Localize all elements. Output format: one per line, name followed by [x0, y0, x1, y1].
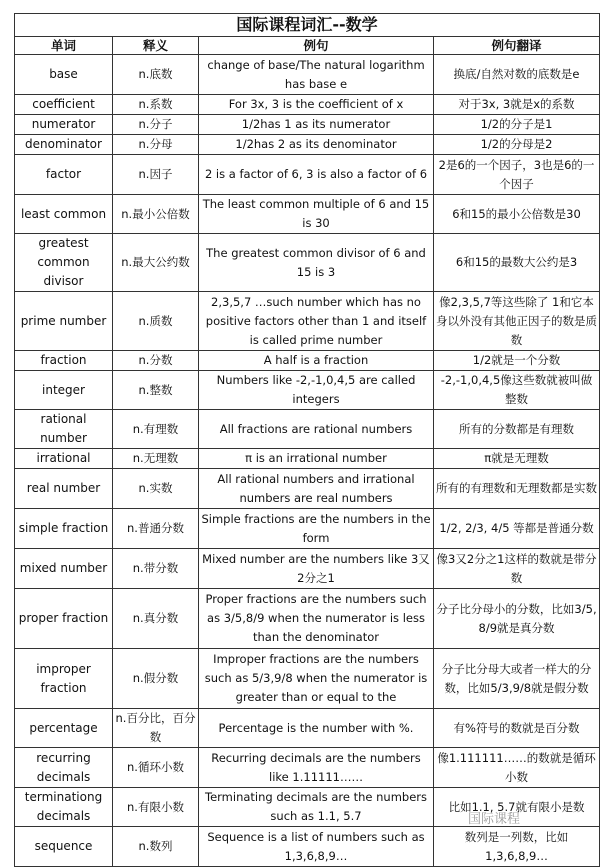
table-row — [15, 410, 600, 449]
word-cell: simple fraction — [15, 509, 113, 549]
table-row — [15, 709, 600, 748]
translation-cell: 1/2就是一个分数 — [434, 351, 600, 371]
word-cell: percentage — [15, 709, 113, 748]
meaning-cell: n.实数 — [113, 469, 199, 509]
meaning-cell: n.普通分数 — [113, 509, 199, 549]
translation-cell: 6和15的最小公倍数是30 — [434, 195, 600, 234]
word-cell: integer — [15, 371, 113, 410]
table-row — [15, 589, 600, 649]
word-cell: improper fraction — [15, 649, 113, 709]
translation-cell: 像3又2分之1这样的数就是带分数 — [434, 549, 600, 589]
word-cell: denominator — [15, 135, 113, 155]
translation-cell: 1/2的分母是2 — [434, 135, 600, 155]
example-cell: Proper fractions are the numbers such as 3/5,8/9 when the numerator is less than the denominator — [199, 589, 434, 649]
meaning-cell: n.质数 — [113, 292, 199, 351]
meaning-cell: n.因子 — [113, 155, 199, 195]
example-cell: Recurring decimals are the numbers like 1.11111…… — [199, 748, 434, 788]
table-title: 国际课程词汇--数学 — [15, 14, 600, 37]
meaning-cell: n.真分数 — [113, 589, 199, 649]
example-cell: Numbers like -2,-1,0,4,5 are called integers — [199, 371, 434, 410]
table-row — [15, 509, 600, 549]
word-cell: greatest common divisor — [15, 234, 113, 292]
example-cell: All rational numbers and irrational numbers are real numbers — [199, 469, 434, 509]
word-cell: coefficient — [15, 95, 113, 115]
example-cell: π is an irrational number — [199, 449, 434, 469]
translation-cell: 分子比分母小的分数，比如3/5, 8/9就是真分数 — [434, 589, 600, 649]
vocabulary-table — [14, 13, 600, 867]
translation-cell: 1/2, 2/3, 4/5 等都是普通分数 — [434, 509, 600, 549]
translation-cell: 像1.111111……的数就是循环小数 — [434, 748, 600, 788]
meaning-cell: n.最大公约数 — [113, 234, 199, 292]
translation-cell: 换底/自然对数的底数是e — [434, 55, 600, 95]
translation-cell: -2,-1,0,4,5像这些数就被叫做整数 — [434, 371, 600, 410]
table-row — [15, 292, 600, 351]
example-cell: Improper fractions are the numbers such as 5/3,9/8 when the numerator is greater than or equal to the — [199, 649, 434, 709]
table-row — [15, 115, 600, 135]
meaning-cell: n.最小公倍数 — [113, 195, 199, 234]
table-row — [15, 234, 600, 292]
word-cell: irrational — [15, 449, 113, 469]
meaning-cell: n.有限小数 — [113, 788, 199, 827]
meaning-cell: n.分子 — [113, 115, 199, 135]
meaning-cell: n.底数 — [113, 55, 199, 95]
table-row — [15, 155, 600, 195]
translation-cell: π就是无理数 — [434, 449, 600, 469]
example-cell: A half is a fraction — [199, 351, 434, 371]
example-cell: change of base/The natural logarithm has base e — [199, 55, 434, 95]
column-header-meaning: 释义 — [113, 37, 199, 55]
column-header-word: 单词 — [15, 37, 113, 55]
watermark: 国际课程 — [468, 812, 521, 827]
translation-cell: 2是6的一个因子，3也是6的一个因子 — [434, 155, 600, 195]
word-cell: base — [15, 55, 113, 95]
translation-cell: 所有的有理数和无理数都是实数 — [434, 469, 600, 509]
translation-cell: 6和15的最数大公约是3 — [434, 234, 600, 292]
table-row — [15, 469, 600, 509]
word-cell: numerator — [15, 115, 113, 135]
word-cell: mixed number — [15, 549, 113, 589]
table-row — [15, 449, 600, 469]
word-cell: prime number — [15, 292, 113, 351]
example-cell: 1/2has 2 as its denominator — [199, 135, 434, 155]
meaning-cell: n.有理数 — [113, 410, 199, 449]
word-cell: rational number — [15, 410, 113, 449]
example-cell: Mixed number are the numbers like 3又2分之1 — [199, 549, 434, 589]
example-cell: All fractions are rational numbers — [199, 410, 434, 449]
table-row — [15, 195, 600, 234]
table-row — [15, 549, 600, 589]
table-row — [15, 748, 600, 788]
word-cell: factor — [15, 155, 113, 195]
example-cell: 1/2has 1 as its numerator — [199, 115, 434, 135]
table-row — [15, 55, 600, 95]
table-row — [15, 649, 600, 709]
translation-cell: 数列是一列数，比如1,3,6,8,9… — [434, 827, 600, 867]
meaning-cell: n.数列 — [113, 827, 199, 867]
example-cell: Percentage is the number with %. — [199, 709, 434, 748]
translation-cell: 有%符号的数就是百分数 — [434, 709, 600, 748]
table-row — [15, 827, 600, 867]
meaning-cell: n.分母 — [113, 135, 199, 155]
column-header-example: 例句 — [199, 37, 434, 55]
translation-cell: 对于3x, 3就是x的系数 — [434, 95, 600, 115]
meaning-cell: n.整数 — [113, 371, 199, 410]
table-body — [15, 55, 600, 867]
example-cell: 2 is a factor of 6, 3 is also a factor of 6 — [199, 155, 434, 195]
meaning-cell: n.带分数 — [113, 549, 199, 589]
example-cell: Simple fractions are the numbers in the form — [199, 509, 434, 549]
meaning-cell: n.分数 — [113, 351, 199, 371]
word-cell: proper fraction — [15, 589, 113, 649]
example-cell: The greatest common divisor of 6 and 15 is 3 — [199, 234, 434, 292]
meaning-cell: n.假分数 — [113, 649, 199, 709]
example-cell: The least common multiple of 6 and 15 is 30 — [199, 195, 434, 234]
example-cell: 2,3,5,7 …such number which has no positive factors other than 1 and itself is called prime number — [199, 292, 434, 351]
table-row — [15, 135, 600, 155]
example-cell: Terminating decimals are the numbers such as 1.1, 5.7 — [199, 788, 434, 827]
word-cell: real number — [15, 469, 113, 509]
translation-cell: 所有的分数都是有理数 — [434, 410, 600, 449]
word-cell: fraction — [15, 351, 113, 371]
column-header-translation: 例句翻译 — [434, 37, 600, 55]
meaning-cell: n.循环小数 — [113, 748, 199, 788]
example-cell: Sequence is a list of numbers such as 1,3,6,8,9… — [199, 827, 434, 867]
table-row — [15, 95, 600, 115]
word-cell: sequence — [15, 827, 113, 867]
meaning-cell: n.无理数 — [113, 449, 199, 469]
translation-cell: 1/2的分子是1 — [434, 115, 600, 135]
example-cell: For 3x, 3 is the coefficient of x — [199, 95, 434, 115]
table-row — [15, 371, 600, 410]
word-cell: recurring decimals — [15, 748, 113, 788]
meaning-cell: n.系数 — [113, 95, 199, 115]
translation-cell: 分子比分母大或者一样大的分数，比如5/3,9/8就是假分数 — [434, 649, 600, 709]
word-cell: least common — [15, 195, 113, 234]
meaning-cell: n.百分比，百分数 — [113, 709, 199, 748]
translation-cell: 像2,3,5,7等这些除了 1和它本身以外没有其他正因子的数是质数 — [434, 292, 600, 351]
vocabulary-sheet — [14, 13, 599, 867]
table-row — [15, 351, 600, 371]
word-cell: terminationg decimals — [15, 788, 113, 827]
translation-cell: 比如1.1, 5.7就有限小是数 — [434, 788, 600, 827]
